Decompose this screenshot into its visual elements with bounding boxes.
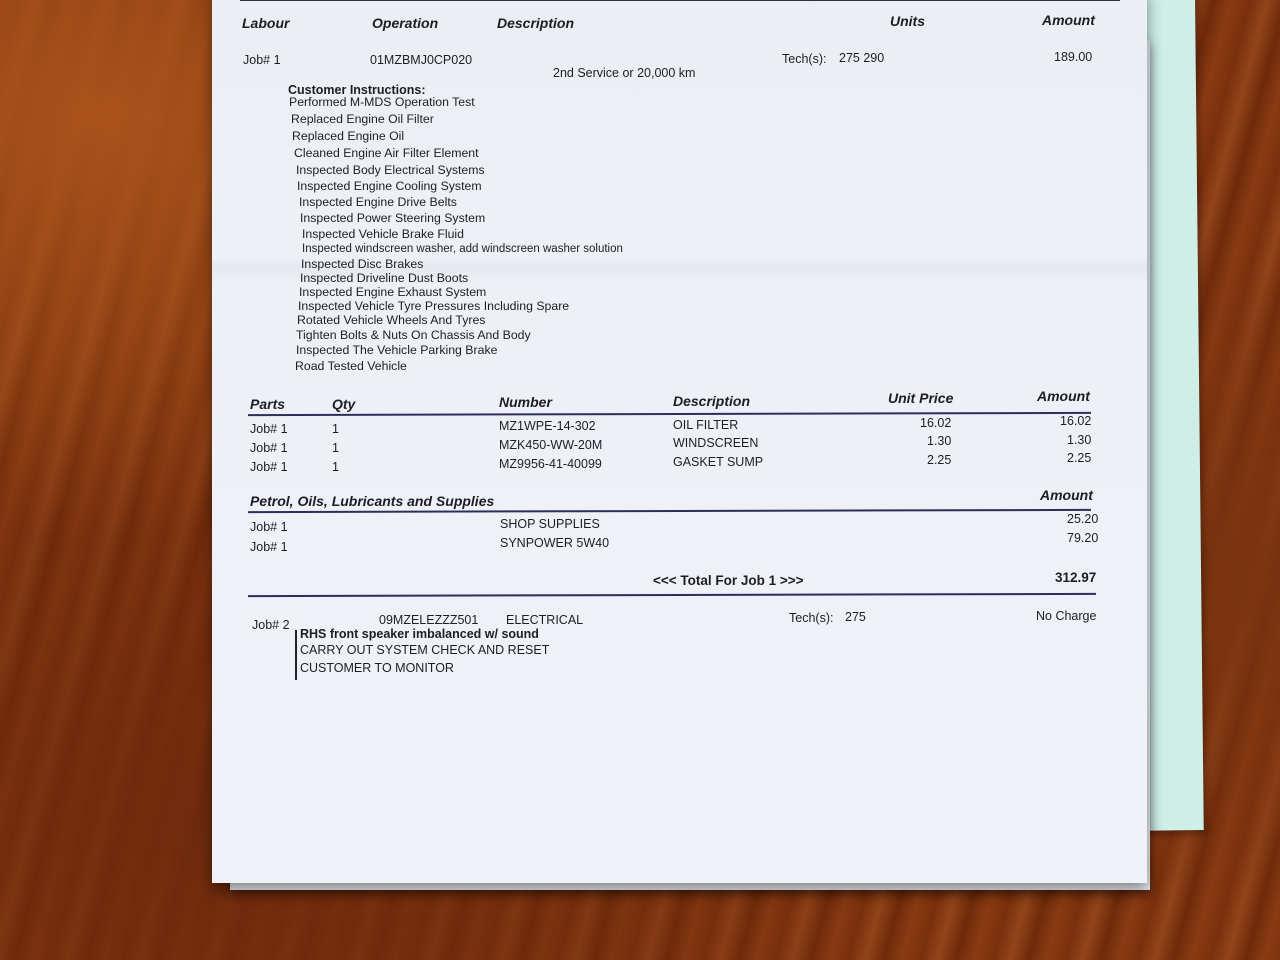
job2-description: ELECTRICAL	[506, 613, 584, 627]
part-row-qty: 1	[332, 460, 339, 474]
part-row-unit-price: 16.02	[920, 416, 952, 430]
customer-instructions-title: Customer Instructions:	[288, 83, 426, 97]
reference-value	[517, 0, 593, 1]
part-row-unit-price: 1.30	[927, 434, 952, 448]
parts-header: Parts	[250, 396, 286, 412]
supplies-amount-header: Amount	[1040, 487, 1093, 503]
part-row-description: GASKET SUMP	[673, 455, 764, 469]
parts-rule	[248, 412, 1091, 416]
operation-header: Operation	[372, 15, 439, 31]
part-row-description: OIL FILTER	[673, 418, 739, 432]
units-header: Units	[890, 13, 925, 29]
instruction-item: Performed M-MDS Operation Test	[289, 95, 475, 109]
job2-label: Job# 2	[252, 618, 290, 632]
time-in-value	[777, 0, 826, 1]
supplies-header: Petrol, Oils, Lubricants and Supplies	[250, 493, 495, 509]
instruction-item: Inspected Engine Exhaust System	[299, 285, 487, 299]
part-row-unit-price: 2.25	[927, 453, 952, 467]
job1-techs-label: Tech(s):	[782, 52, 827, 66]
instruction-item: Inspected Power Steering System	[300, 211, 486, 225]
instruction-item: Inspected Disc Brakes	[301, 257, 424, 271]
part-row-amount: 16.02	[1060, 414, 1092, 428]
job1-operation: 01MZBMJ0CP020	[370, 53, 473, 67]
part-row-amount: 1.30	[1067, 433, 1092, 447]
job2-amount: No Charge	[1036, 609, 1097, 623]
instruction-item: Inspected Body Electrical Systems	[296, 163, 485, 177]
supply-row-job: Job# 1	[250, 520, 288, 534]
job1-description: 2nd Service or 20,000 km	[553, 66, 696, 80]
amount-header: Amount	[1042, 12, 1095, 28]
instruction-item: Replaced Engine Oil Filter	[291, 112, 434, 126]
part-row-number: MZK450-WW-20M	[499, 438, 603, 452]
instructions-list	[289, 94, 623, 374]
date-value	[687, 0, 736, 1]
instruction-item: Inspected Engine Cooling System	[297, 179, 482, 193]
job2-techs: 275	[845, 610, 866, 624]
supply-row-amount: 25.20	[1067, 512, 1099, 526]
parts-amount-header: Amount	[1037, 388, 1090, 404]
invoice-page	[212, 0, 1147, 883]
instruction-item: Road Tested Vehicle	[295, 359, 407, 373]
job2-note-title: RHS front speaker imbalanced w/ sound	[300, 627, 539, 641]
part-row-qty: 1	[332, 422, 339, 436]
description-header: Description	[497, 15, 575, 31]
instruction-item: Cleaned Engine Air Filter Element	[294, 146, 479, 160]
number-header: Number	[499, 394, 552, 410]
instruction-item: Inspected Driveline Dust Boots	[300, 271, 469, 285]
parts-description-header: Description	[673, 393, 751, 409]
part-row-job: Job# 1	[250, 441, 288, 455]
job1-amount: 189.00	[1054, 50, 1093, 64]
supply-row-description: SYNPOWER 5W40	[500, 536, 610, 550]
instruction-item: Inspected The Vehicle Parking Brake	[296, 343, 498, 357]
instruction-item: Inspected Vehicle Tyre Pressures Including Spare	[298, 299, 570, 313]
part-row-amount: 2.25	[1067, 451, 1092, 465]
supplies-rule	[248, 509, 1091, 513]
supply-row-amount: 79.20	[1067, 531, 1099, 545]
part-row-number: MZ1WPE-14-302	[499, 419, 596, 433]
job2-note: CUSTOMER TO MONITOR	[300, 661, 454, 675]
labour-header: Labour	[242, 15, 290, 31]
part-row-job: Job# 1	[250, 422, 288, 436]
vin-value	[347, 0, 473, 1]
total-rule	[248, 593, 1096, 597]
instruction-item: Inspected Engine Drive Belts	[299, 195, 457, 209]
instruction-item: Inspected Vehicle Brake Fluid	[302, 227, 465, 241]
instruction-item: Rotated Vehicle Wheels And Tyres	[297, 313, 486, 327]
job1-techs: 275 290	[839, 51, 885, 65]
part-row-job: Job# 1	[250, 460, 288, 474]
instruction-item: Tighten Bolts & Nuts On Chassis And Body	[296, 328, 531, 342]
instruction-item: Inspected windscreen washer, add windscreen washer solution	[302, 243, 623, 255]
supply-row-description: SHOP SUPPLIES	[500, 517, 600, 531]
account-label	[258, 0, 307, 1]
job2-operation: 09MZELEZZZ501	[379, 613, 479, 627]
job1-total-label: <<< Total For Job 1 >>>	[653, 573, 804, 588]
part-row-number: MZ9956-41-40099	[499, 457, 602, 471]
time-out-value	[852, 0, 901, 1]
job2-notes-bar	[295, 630, 297, 680]
job2-techs-label: Tech(s):	[789, 611, 834, 625]
instruction-item: Replaced Engine Oil	[292, 129, 405, 143]
part-row-qty: 1	[332, 441, 339, 455]
job2-note: CARRY OUT SYSTEM CHECK AND RESET	[300, 643, 550, 657]
account-checkbox-label	[242, 0, 307, 1]
job1-label: Job# 1	[243, 53, 281, 67]
part-row-description: WINDSCREEN	[673, 436, 759, 450]
supply-row-job: Job# 1	[250, 540, 288, 554]
unit-price-header: Unit Price	[888, 390, 954, 406]
qty-header: Qty	[332, 396, 356, 412]
job1-total-amount: 312.97	[1055, 570, 1097, 585]
